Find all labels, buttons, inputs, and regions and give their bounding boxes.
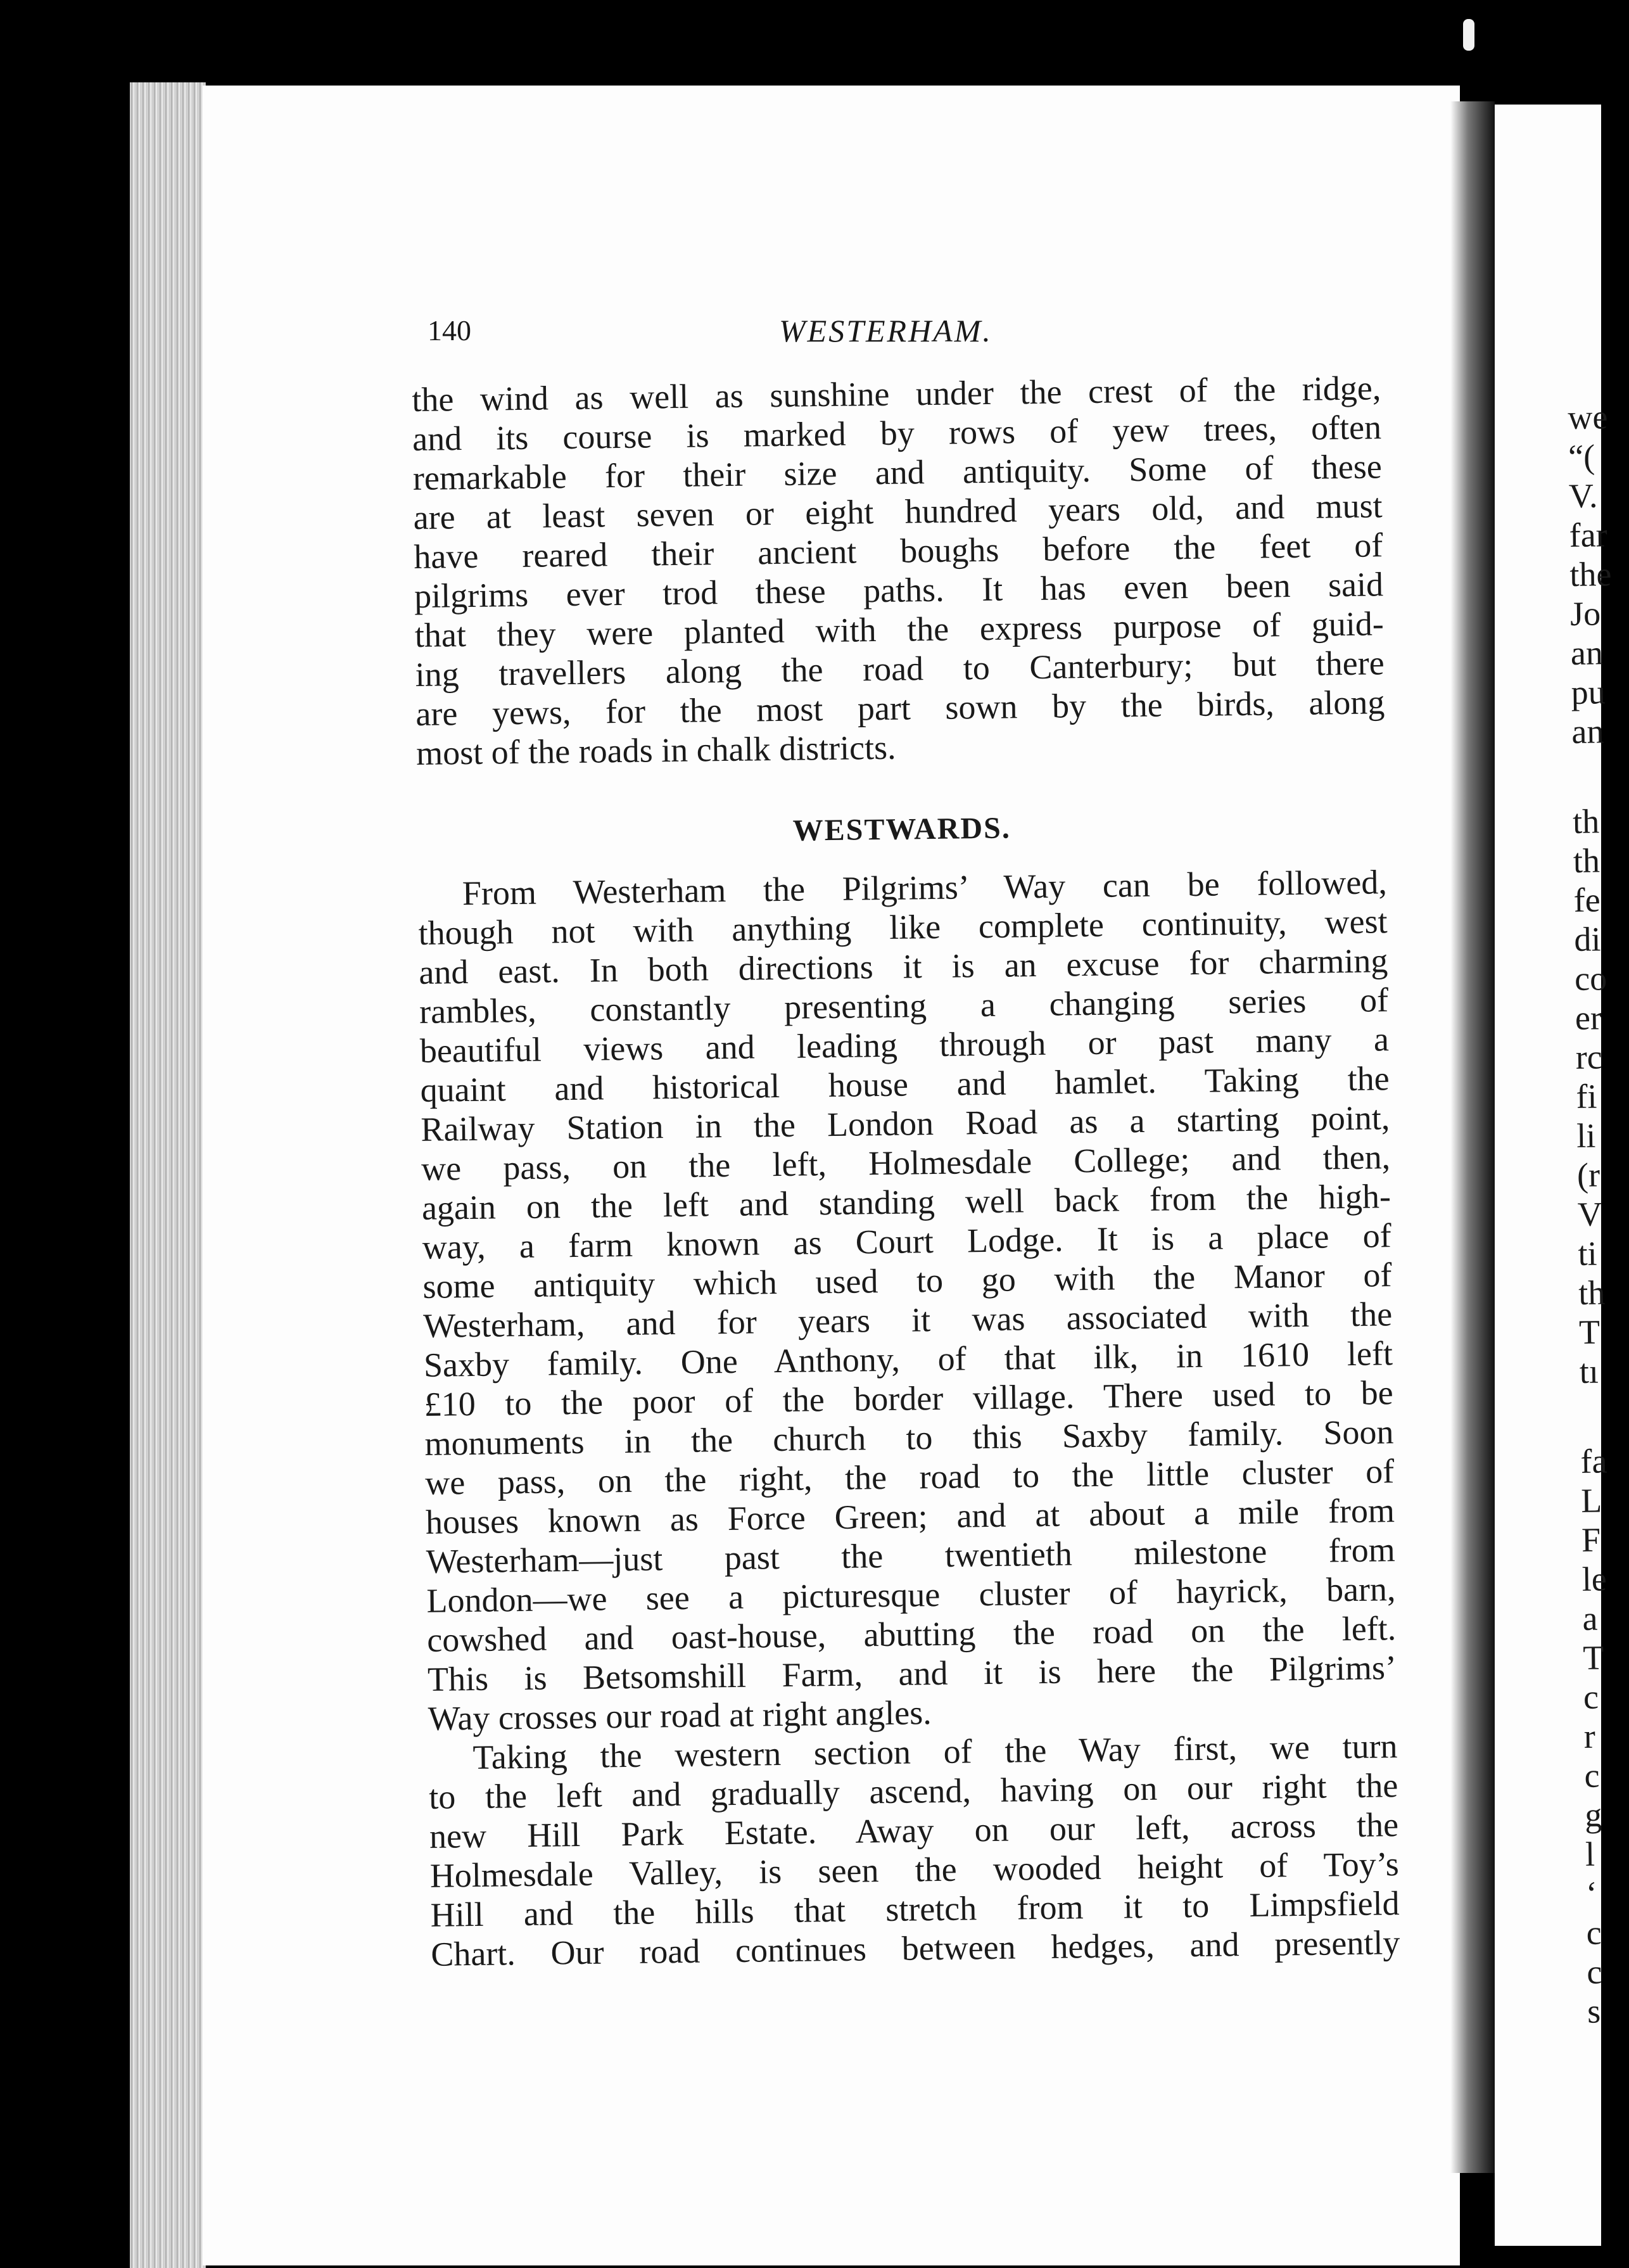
fragment: we: [1568, 398, 1608, 436]
fragment: far: [1569, 516, 1607, 554]
fragment: F: [1581, 1520, 1601, 1559]
text-line: pilgrims ever trod these paths. It has even been said: [414, 565, 1384, 615]
text-line: Westerham—just past the twentieth milestone from: [426, 1531, 1396, 1581]
text-line: though not with anything like complete continuity, west: [418, 902, 1388, 952]
text-line: £10 to the poor of the border village. There used to be: [424, 1373, 1394, 1424]
text-line: to the left and gradually ascend, having on our right the: [428, 1766, 1398, 1816]
text-line: way, a farm known as Court Lodge. It is a place of: [422, 1216, 1391, 1266]
fragment: li: [1576, 1116, 1596, 1155]
fragment: fa: [1580, 1442, 1607, 1481]
fragment: Jo: [1569, 594, 1601, 633]
page-number: 140: [428, 314, 471, 347]
text-line: remarkable for their size and antiquity. Some of these: [412, 447, 1383, 497]
text-line: From Westerham the Pilgrims’ Way can be followed,: [462, 863, 1388, 913]
text-line: monuments in the church to this Saxby family. Soon: [424, 1413, 1394, 1463]
fragment: L: [1580, 1481, 1602, 1520]
text-line: Chart. Our road continues between hedges, and presently: [430, 1923, 1400, 1973]
text-line: beautiful views and leading through or past many a: [419, 1020, 1390, 1070]
section-heading: WESTWARDS.: [792, 811, 1011, 848]
fragment: ‘: [1585, 1874, 1598, 1913]
text-line: again on the left and standing well back from the high-: [421, 1177, 1391, 1227]
fragment: c: [1586, 1953, 1602, 1991]
book-gutter: [1450, 101, 1495, 2173]
text-line: are at least seven or eight hundred years old, and must: [413, 487, 1383, 537]
fragment: c: [1584, 1756, 1600, 1795]
fragment: a: [1582, 1599, 1598, 1638]
fragment: g: [1584, 1795, 1602, 1834]
text-line: ing travellers along the road to Canterbury; but there: [415, 644, 1385, 694]
text-line: Railway Station in the London Road as a starting point,: [421, 1099, 1390, 1149]
fragment: th: [1578, 1273, 1606, 1312]
body-text: [412, 368, 1400, 1974]
text-line: Holmesdale Valley, is seen the wooded height of Toy’s: [429, 1845, 1400, 1895]
text-line: Hill and the hills that stretch from it to Limpsfield: [430, 1884, 1400, 1934]
text-line: most of the roads in chalk districts.: [415, 728, 896, 772]
fragment: T: [1578, 1313, 1600, 1351]
text-line: some antiquity which used to go with the Manor of: [422, 1256, 1392, 1306]
text-line: Saxby family. One Anthony, of that ilk, in 1610 left: [423, 1334, 1393, 1384]
fragment: le: [1581, 1560, 1607, 1598]
text-line: Taking the western section of the Way first, we turn: [472, 1727, 1398, 1776]
text-line: new Hill Park Estate. Away on our left, across the: [429, 1806, 1399, 1856]
fragment: pu: [1571, 673, 1606, 711]
running-head: [428, 314, 1381, 358]
fragment: an: [1570, 634, 1604, 672]
fragment: an: [1571, 712, 1604, 751]
text-line: have reared their ancient boughs before the feet of: [414, 526, 1383, 576]
fragment: l: [1585, 1835, 1595, 1873]
fragment: the: [1569, 555, 1612, 594]
fragment: c: [1583, 1678, 1599, 1716]
text-line: London—we see a picturesque cluster of hayrick, barn,: [426, 1570, 1396, 1620]
fragment: co: [1574, 959, 1607, 998]
text-line: and east. In both directions it is an excuse for charming: [419, 941, 1388, 991]
text-line: Westerham, and for years it was associated with the: [422, 1295, 1393, 1345]
fragment: th: [1572, 802, 1600, 841]
text-line: houses known as Force Green; and at about a mile from: [425, 1491, 1395, 1541]
text-line: Way crosses our road at right angles.: [428, 1693, 932, 1738]
fragment: rc: [1575, 1038, 1603, 1076]
text-line: quaint and historical house and hamlet. Taking the: [420, 1059, 1390, 1109]
fragment: “(: [1568, 437, 1595, 476]
fragment: s: [1587, 1992, 1601, 2030]
running-title: WESTERHAM.: [779, 313, 992, 348]
fragment: c: [1586, 1913, 1602, 1952]
fragment: (r: [1576, 1156, 1600, 1194]
fragment: V.: [1568, 476, 1598, 515]
fragment: ti: [1578, 1234, 1597, 1273]
fragment: th: [1573, 841, 1600, 880]
fragment: er: [1575, 998, 1602, 1037]
scan-mark: [1463, 19, 1474, 51]
text-line: This is Betsomshill Farm, and it is here the Pilgrims’: [427, 1648, 1397, 1698]
fragment: fi: [1576, 1077, 1597, 1116]
fragment: T: [1582, 1638, 1604, 1677]
fragment: di: [1574, 920, 1601, 959]
text-line: we pass, on the left, Holmesdale College; and then,: [421, 1138, 1391, 1188]
text-line: that they were planted with the express purpose of guid-: [414, 604, 1385, 654]
text-line: are yews, for the most part sown by the birds, along: [415, 683, 1385, 733]
fragment: r: [1583, 1717, 1596, 1755]
text-line: rambles, constantly presenting a changing series of: [419, 981, 1389, 1031]
text-line: the wind as well as sunshine under the crest of the ridge,: [412, 369, 1381, 419]
fragment: tı: [1579, 1352, 1599, 1391]
text-line: and its course is marked by rows of yew trees, often: [412, 408, 1382, 458]
text-line: cowshed and oast-house, abutting the road on the left.: [426, 1609, 1397, 1659]
fragment: V: [1577, 1195, 1603, 1233]
fragment: fe: [1573, 881, 1601, 919]
book-page-edges: [130, 82, 206, 2268]
text-line: we pass, on the right, the road to the little cluster of: [424, 1452, 1395, 1502]
